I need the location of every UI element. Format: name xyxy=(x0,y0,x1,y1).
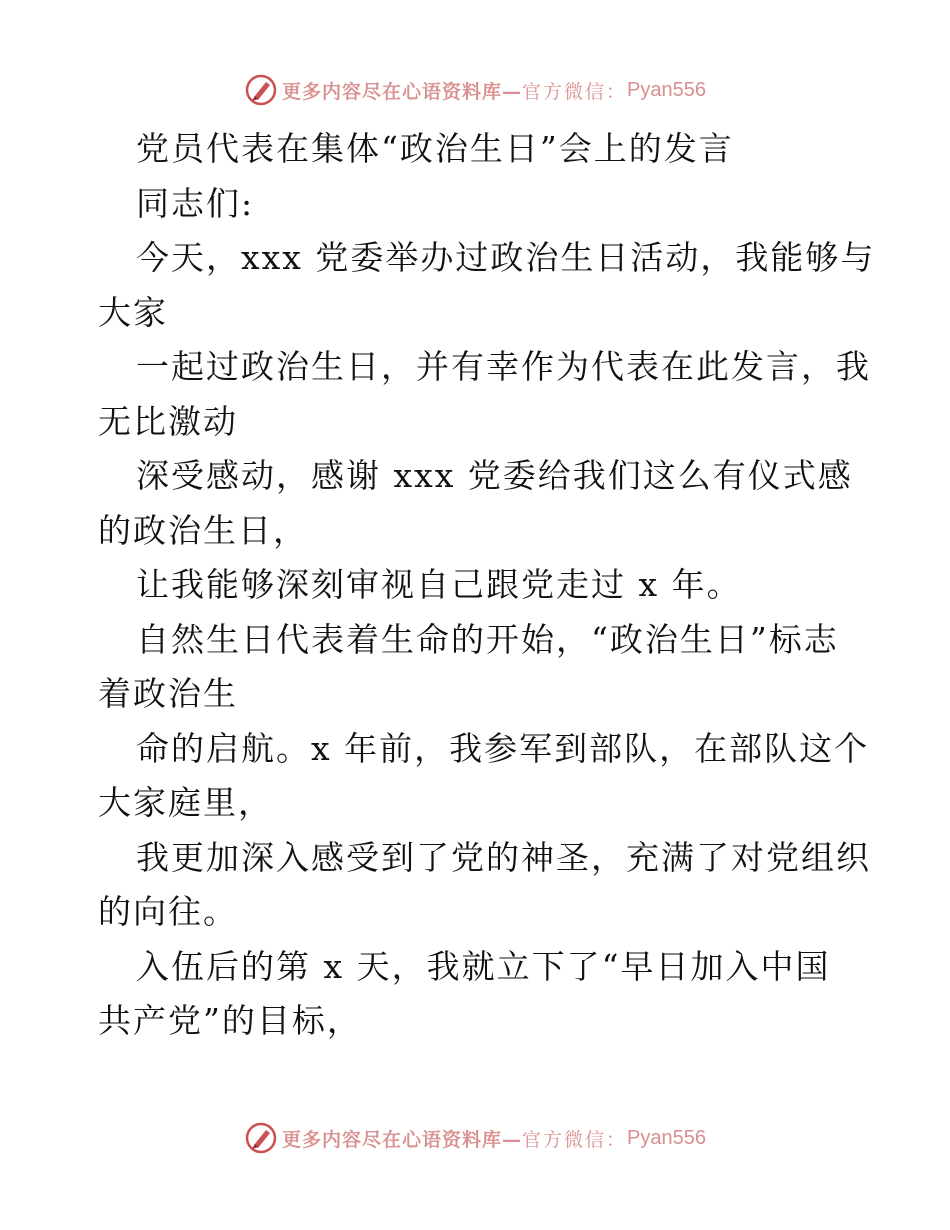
text-line: 党员代表在集体“政治生日”会上的发言 xyxy=(136,129,734,168)
text-line: 我更加深入感受到了党的神圣，充满了对党组织 xyxy=(136,837,871,877)
text-line: 今天，xxx 党委举办过政治生日活动，我能够与 xyxy=(136,238,876,277)
banner-main-text: 更多内容尽在心语资料库— xyxy=(282,80,523,103)
document-body xyxy=(98,122,876,1049)
banner-sub-text: 官方微信： xyxy=(522,1128,628,1151)
banner-wechat-id: Pyan556 xyxy=(627,1126,706,1149)
text-line: 无比激动 xyxy=(98,401,238,441)
text-line: 着政治生 xyxy=(98,674,238,713)
text-line: 同志们: xyxy=(136,183,255,223)
footer-watermark-banner xyxy=(0,1118,950,1158)
text-line: 命的启航。x 年前，我参军到部队，在部队这个 xyxy=(136,728,870,768)
pen-logo-icon xyxy=(244,1121,278,1155)
banner-wechat-id: Pyan556 xyxy=(627,78,706,101)
text-line: 自然生日代表着生命的开始，“政治生日”标志 xyxy=(136,619,839,659)
text-line: 的政治生日， xyxy=(98,510,308,550)
banner-main-text: 更多内容尽在心语资料库— xyxy=(282,1128,523,1151)
text-line: 的向往。 xyxy=(98,892,238,931)
banner-sub-text: 官方微信： xyxy=(522,80,628,103)
text-line: 入伍后的第 x 天，我就立下了“早日加入中国 xyxy=(136,946,831,986)
text-line: 大家庭里， xyxy=(98,783,273,822)
text-line: 让我能够深刻审视自己跟党走过 x 年。 xyxy=(136,565,742,604)
pen-logo-icon xyxy=(244,73,278,107)
text-line: 大家 xyxy=(98,292,168,332)
text-line: 共产党”的目标， xyxy=(98,1001,362,1040)
text-line: 深受感动，感谢 xxx 党委给我们这么有仪式感 xyxy=(136,456,853,495)
header-watermark-banner xyxy=(0,70,950,110)
text-line: 一起过政治生日，并有幸作为代表在此发言，我 xyxy=(136,347,871,386)
